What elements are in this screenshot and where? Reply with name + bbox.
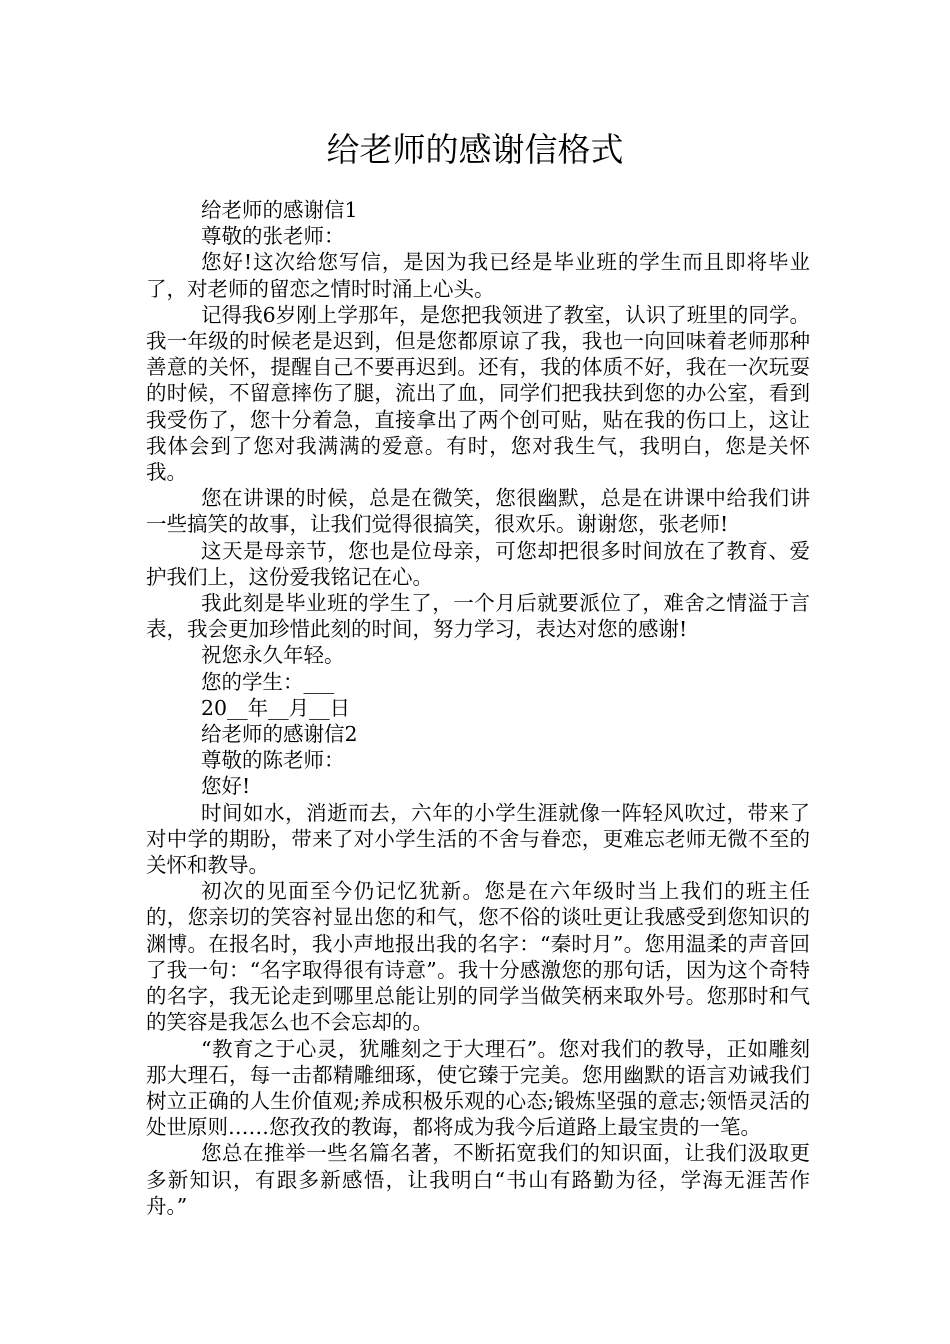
letter-1-paragraph: 您在讲课的时候，总是在微笑，您很幽默，总是在讲课中给我们讲一些搞笑的故事，让我们觉得很搞笑，很欢乐。谢谢您，张老师! xyxy=(146,486,810,537)
letter-1-paragraph: 记得我6岁刚上学那年，是您把我领进了教室，认识了班里的同学。我一年级的时候老是迟到，但是您都原谅了我，我也一向回味着老师那种善意的关怀，提醒自己不要再迟到。还有，我的体质不好，我在一次玩耍的时候，不留意摔伤了腿，流出了血，同学们把我扶到您的办公室，看到我受伤了，您十分着急，直接拿出了两个创可贴，贴在我的伤口上，这让我体会到了您对我满满的爱意。有时，您对我生气，我明白，您是关怀我。 xyxy=(146,302,810,485)
letter-1-paragraph: 您好!这次给您写信，是因为我已经是毕业班的学生而且即将毕业了，对老师的留恋之情时时涌上心头。 xyxy=(146,250,810,301)
letter-1-paragraph: 这天是母亲节，您也是位母亲，可您却把很多时间放在了教育、爱护我们上，这份爱我铭记在心。 xyxy=(146,538,810,589)
letter-1-closing: 祝您永久年轻。 xyxy=(201,643,345,668)
letter-2-greeting: 您好! xyxy=(201,774,251,799)
page-title: 给老师的感谢信格式 xyxy=(326,130,624,169)
letter-2-salutation: 尊敬的陈老师： xyxy=(201,748,345,773)
letter-1-signature: 您的学生：___ xyxy=(201,669,335,694)
letter-1-paragraph: 我此刻是毕业班的学生了，一个月后就要派位了，难舍之情溢于言表，我会更加珍惜此刻的时间，努力学习，表达对您的感谢! xyxy=(146,591,810,642)
letter-2-paragraph: “教育之于心灵，犹雕刻之于大理石”。您对我们的教导，正如雕刻那大理石，每一击都精雕细琢，使它臻于完美。您用幽默的语言劝诫我们树立正确的人生价值观;养成积极乐观的心态;锻炼坚强的意志;领悟灵活的处世原则……您孜孜的教诲，都将成为我今后道路上最宝贵的一笔。 xyxy=(146,1036,810,1140)
letter-2-paragraph: 初次的见面至今仍记忆犹新。您是在六年级时当上我们的班主任的，您亲切的笑容衬显出您的和气，您不俗的谈吐更让我感受到您知识的渊博。在报名时，我小声地报出我的名字：“秦时月”。您用温柔的声音回了我一句：“名字取得很有诗意”。我十分感激您的那句话，因为这个奇特的名字，我无论走到哪里总能让别的同学当做笑柄来取外号。您那时和气的笑容是我怎么也不会忘却的。 xyxy=(146,879,810,1035)
letter-2-paragraph: 您总在推举一些名篇名著，不断拓宽我们的知识面，让我们汲取更多新知识，有跟多新感悟，让我明白“书山有路勤为径，学海无涯苦作舟。” xyxy=(146,1141,810,1218)
document-body xyxy=(146,197,810,1219)
letter-2-paragraph: 时间如水，消逝而去，六年的小学生涯就像一阵轻风吹过，带来了对中学的期盼，带来了对小学生活的不舍与眷恋，更难忘老师无微不至的关怀和教导。 xyxy=(146,800,810,878)
letter-1-heading: 给老师的感谢信1 xyxy=(201,198,358,222)
letter-1-salutation: 尊敬的张老师： xyxy=(201,224,345,249)
letter-2-heading: 给老师的感谢信2 xyxy=(201,722,358,747)
letter-1-date: 20__年__月__日 xyxy=(201,695,351,720)
